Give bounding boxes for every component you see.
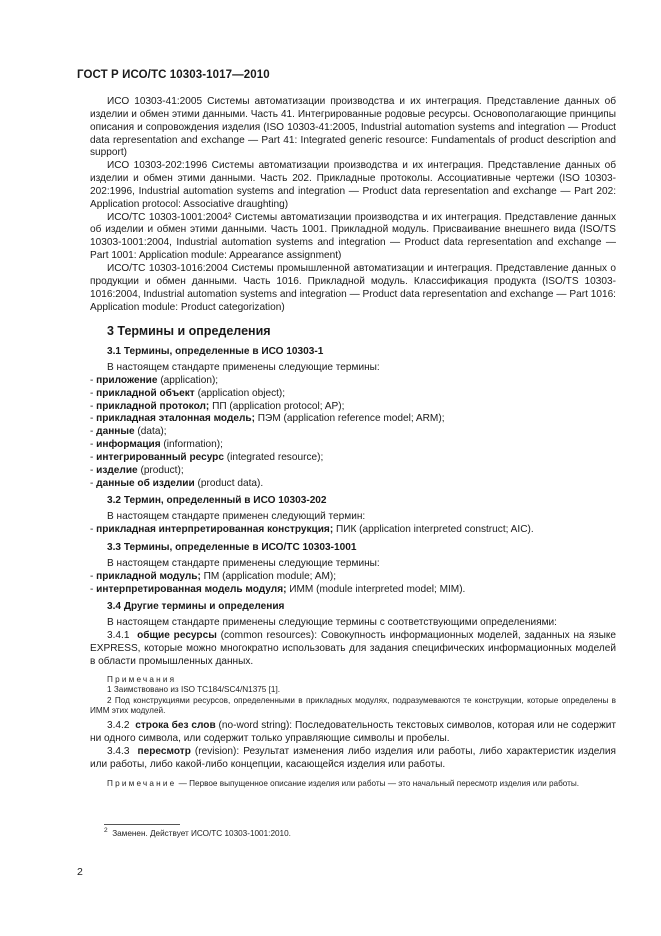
definition-3-4-3: 3.4.3 пересмотр (revision): Результат изменения либо изделия или работы, либо характеристик изделия или работы, либо какой-либо концепции, касающейся изделия или работы. bbox=[90, 745, 617, 770]
term-item: - изделие (product); bbox=[90, 464, 184, 476]
reference-iso-ts-10303-1016: ИСО/ТС 10303-1016:2004 Системы промышленной автоматизации и интеграция. Представление данных о продукции и обмен данными. Часть 1016. Прикладной модуль. Классификация продукта (ISO/TS 10303-1016:2004, Industrial automation systems and integration — Product data representation and exchange — Part 1016: Application module: Product categorization) bbox=[90, 262, 616, 313]
footnote: $^2$ Заменен. Действует ИСО/ТС 10303-1001:2010. bbox=[104, 827, 291, 838]
document-body bbox=[90, 96, 616, 790]
document-header: ГОСТ Р ИСО/ТС 10303-1017—2010 bbox=[77, 69, 270, 81]
subsection-3-3-intro: В настоящем стандарте применены следующие термины: bbox=[107, 557, 380, 569]
page-number: 2 bbox=[77, 866, 83, 878]
notes-heading: Примечания bbox=[107, 674, 177, 684]
term-item: - прикладной модуль; ПМ (application module; AM); bbox=[90, 570, 337, 582]
reference-iso-10303-41: ИСО 10303-41:2005 Системы автоматизации производства и их интеграция. Представление данных об изделии и обмен этими данными. Часть 41. Интегрированные родовые ресурсы. Основополагающие принципы описания и сопровождения изделия (ISO 10303-41:2005, Industrial automation systems and integration — Product data representation and exchange — Part 41: Integrated generic resource: Fundamentals of product description and support) bbox=[90, 96, 616, 159]
subsection-3-2-intro: В настоящем стандарте применен следующий термин: bbox=[107, 511, 366, 523]
term-item: - прикладной протокол; ПП (application protocol; AP); bbox=[90, 400, 345, 412]
term-item: - данные (data); bbox=[90, 426, 167, 438]
subsection-3-1-heading: 3.1 Термины, определенные в ИСО 10303-1 bbox=[107, 346, 324, 358]
term-item: - информация (information); bbox=[90, 439, 223, 451]
note-2: 2 Под конструкциями ресурсов, определенными в прикладных модулях, подразумеваются те конструкции, которые определены в ИММ этих модулей. bbox=[90, 695, 616, 716]
definition-3-4-1: 3.4.1 общие ресурсы (common resources): Совокупность информационных моделей, заданных на языке EXPRESS, которые можно многократно использовать для задания специфических информационных моделей в области промышленных данных. bbox=[90, 630, 616, 667]
term-item: - приложение (application); bbox=[90, 374, 219, 386]
footnote-divider bbox=[104, 824, 180, 825]
term-item: - прикладная эталонная модель; ПЭМ (application reference model; ARM); bbox=[90, 413, 445, 425]
term-item: - прикладная интерпретированная конструкция; ПИК (application interpreted construct; AIC). bbox=[90, 524, 534, 536]
subsection-3-4-heading: 3.4 Другие термины и определения bbox=[107, 601, 285, 613]
note-1: 1 Заимствовано из ISO TC184/SC4/N1375 [1]. bbox=[107, 685, 281, 695]
reference-iso-ts-10303-1001: ИСО/ТС 10303-1001:2004² Системы автоматизации производства и их интеграция. Представление данных об изделии и обмен этими данными. Часть 1001. Прикладной модуль. Присваивание внешнего вида (ISO/TS 10303-1001:2004, Industrial automation systems and integration — Product data representation and exchange — Part 1001: Application module: Appearance assignment) bbox=[90, 211, 616, 262]
term-list-3-3 bbox=[90, 571, 616, 597]
subsection-3-4-intro: В настоящем стандарте применены следующие термины с соответствующими определениями: bbox=[107, 617, 557, 629]
term-item: - данные об изделии (product data). bbox=[90, 477, 264, 489]
section-3-heading: 3 Термины и определения bbox=[107, 324, 271, 339]
term-item: - интерпретированная модель модуля; ИММ (module interpreted model; MIM). bbox=[90, 583, 466, 595]
subsection-3-2-heading: 3.2 Термин, определенный в ИСО 10303-202 bbox=[107, 495, 327, 507]
term-item: - интегрированный ресурс (integrated resource); bbox=[90, 451, 324, 463]
reference-iso-10303-202: ИСО 10303-202:1996 Системы автоматизации производства и их интеграция. Представление данных об изделии и обмен этими данными. Часть 202. Прикладные протоколы. Ассоциативные чертежи (ISO 10303-202:1996, Industrial automation systems and integration — Product data representation and exchange — Part 202: Application protocol: Associative draughting) bbox=[90, 160, 616, 210]
definition-3-4-2: 3.4.2 строка без слов (no-word string): Последовательность текстовых символов, которая или не содержит ни одного символа, или содержит только управляющие символы и пробелы. bbox=[90, 719, 616, 744]
term-item: - прикладной объект (application object); bbox=[90, 387, 286, 399]
subsection-3-3-heading: 3.3 Термины, определенные в ИСО/ТС 10303-1001 bbox=[107, 542, 357, 553]
final-note: Примечание — Первое выпущенное описание изделия или работы — это начальный пересмотр изделия или работы. bbox=[107, 779, 580, 789]
subsection-3-1-intro: В настоящем стандарте применены следующие термины: bbox=[107, 362, 380, 374]
term-list-3-2 bbox=[90, 524, 616, 537]
term-list-3-1 bbox=[90, 375, 616, 491]
